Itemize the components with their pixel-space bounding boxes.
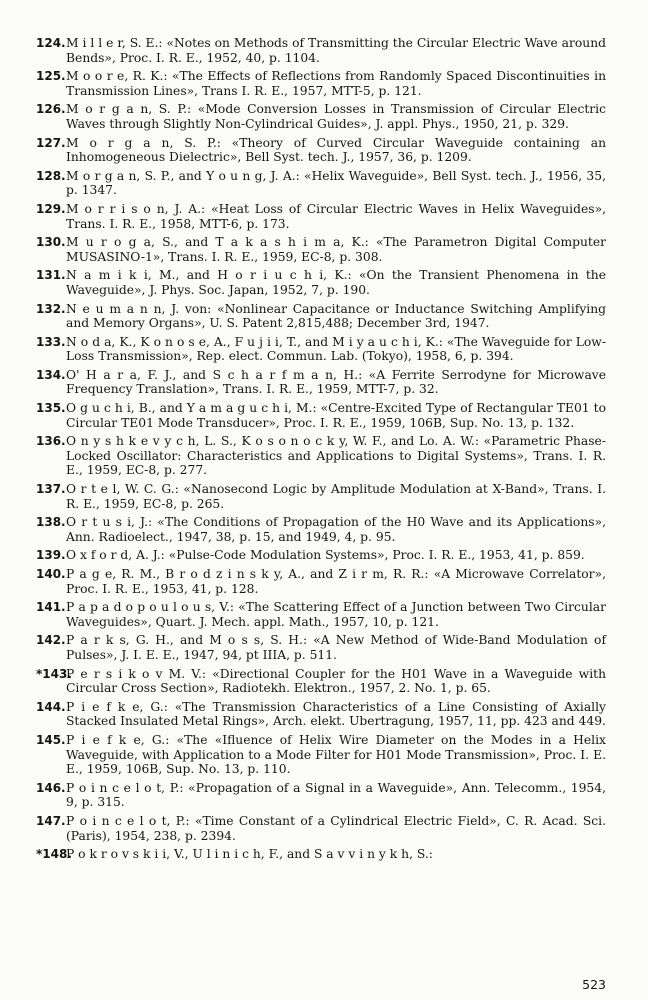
reference-text: M o r g a n, S. P.: «Theory of Curved Circular Waveguide containing an Inhomogeneous Dielectric», Bell Syst. tech. J., 1957, 36, p. 1209. — [66, 135, 606, 165]
reference-number: 144. — [36, 699, 66, 714]
reference-number: 132. — [36, 301, 66, 316]
reference-entry — [36, 633, 606, 662]
reference-number: 128. — [36, 168, 66, 183]
reference-entry — [36, 482, 606, 511]
reference-text: P a p a d o p o u l o u s, V.: «The Scattering Effect of a Junction between Two Circular Waveguides», Quart. J. Mech. appl. Math., 1957, 10, p. 121. — [66, 600, 606, 629]
reference-text: M i l l e r, S. E.: «Notes on Methods of Transmitting the Circular Electric Wave around Bends», Proc. I. R. E., 1952, 40, p. 1104. — [66, 36, 606, 65]
reference-number: 127. — [36, 135, 66, 150]
reference-number: 133. — [36, 334, 66, 349]
reference-entry — [36, 567, 606, 596]
reference-entry — [36, 733, 606, 777]
reference-number: 134. — [36, 367, 66, 382]
reference-list — [36, 36, 606, 866]
reference-text: P o i n c e l o t, P.: «Time Constant of a Cylindrical Electric Field», C. R. Acad. Sci. (Paris), 1954, 238, p. 2394. — [66, 813, 606, 843]
reference-entry — [36, 515, 606, 544]
reference-text: M o r g a n, S. P.: «Mode Conversion Losses in Transmission of Circular Electric Waves through Slightly Non-Cylindrical Guides», J. appl. Phys., 1950, 21, p. 329. — [66, 102, 606, 131]
reference-number: *148. — [36, 847, 72, 862]
reference-number: 145. — [36, 732, 66, 747]
reference-text: P a r k s, G. H., and M o s s, S. H.: «A New Method of Wide-Band Modulation of Pulses», J. I. E. E., 1947, 94, pt IIIA, p. 511. — [66, 633, 606, 662]
reference-number: 140. — [36, 567, 66, 581]
reference-entry — [36, 814, 606, 843]
reference-number: 135. — [36, 401, 66, 416]
reference-entry — [36, 136, 606, 165]
reference-entry — [36, 368, 606, 397]
page-number: 523 — [582, 977, 606, 992]
reference-text: M o r r i s o n, J. A.: «Heat Loss of Circular Electric Waves in Helix Waveguides», Trans. I. R. E., 1958, MTT-6, p. 173. — [66, 201, 606, 231]
reference-text: P o k r o v s k i i, V., U l i n i c h, F., and S a v v i n y k h, S.: — [66, 847, 433, 862]
reference-text: O r t u s i, J.: «The Conditions of Propagation of the H0 Wave and its Applications», Ann. Radioelect., 1947, 38, p. 15, and 1949, 4, p. 95. — [66, 515, 606, 544]
reference-text: O r t e l, W. C. G.: «Nanosecond Logic by Amplitude Modulation at X-Band», Trans. I. R. E., 1959, EC-8, p. 265. — [66, 482, 606, 511]
reference-entry — [36, 548, 606, 563]
reference-entry — [36, 169, 606, 198]
reference-number: 141. — [36, 600, 66, 615]
reference-text: P i e f k e, G.: «The «Ifluence of Helix Wire Diameter on the Modes in a Helix Waveguide, with Application to a Mode Filter for H01 Mode Transmission», Proc. I. E. E., 1959, 106B, Sup. No. 13, p. 110. — [66, 732, 606, 777]
reference-number: 142. — [36, 633, 66, 648]
reference-entry — [36, 434, 606, 478]
reference-entry — [36, 302, 606, 331]
reference-entry — [36, 102, 606, 131]
reference-entry — [36, 401, 606, 430]
reference-text: O x f o r d, A. J.: «Pulse-Code Modulation Systems», Proc. I. R. E., 1953, 41, p. 859. — [66, 548, 585, 563]
reference-number: 136. — [36, 434, 66, 449]
reference-entry — [36, 69, 606, 98]
reference-number: *143. — [36, 666, 72, 681]
reference-text: P i e f k e, G.: «The Transmission Characteristics of a Line Consisting of Axially Stacked Insulated Metal Rings», Arch. elekt. Ubertragung, 1957, 11, pp. 423 and 449. — [66, 699, 606, 729]
reference-entry — [36, 235, 606, 264]
reference-text: P a g e, R. M., B r o d z i n s k y, A., and Z i r m, R. R.: «A Microwave Correlator», Proc. I. R. E., 1953, 41, p. 128. — [66, 567, 606, 596]
reference-number: 146. — [36, 780, 66, 795]
reference-entry — [36, 36, 606, 65]
reference-number: 147. — [36, 813, 66, 828]
reference-text: N e u m a n n, J. von: «Nonlinear Capacitance or Inductance Switching Amplifying and Memory Organs», U. S. Patent 2,815,488; December 3rd, 1947. — [66, 301, 606, 331]
reference-number: 126. — [36, 102, 66, 117]
reference-entry — [36, 700, 606, 729]
reference-text: M u r o g a, S., and T a k a s h i m a, K.: «The Parametron Digital Computer MUSASINO-1», Trans. I. R. E., 1959, EC-8, p. 308. — [66, 235, 606, 264]
reference-number: 125. — [36, 69, 66, 84]
reference-number: 138. — [36, 515, 66, 530]
reference-entry — [36, 268, 606, 297]
reference-text: P e r s i k o v M. V.: «Directional Coupler for the H01 Wave in a Waveguide with Circular Cross Section», Radiotekh. Elektron., 1957, 2. No. 1, p. 65. — [66, 666, 606, 696]
reference-text: M o r g a n, S. P., and Y o u n g, J. A.: «Helix Waveguide», Bell Syst. tech. J., 1956, 35, p. 1347. — [66, 168, 606, 198]
reference-entry — [36, 202, 606, 231]
reference-text: P o i n c e l o t, P.: «Propagation of a Signal in a Waveguide», Ann. Telecomm., 1954, 9, p. 315. — [66, 780, 606, 810]
reference-number: 131. — [36, 268, 66, 283]
reference-text: O g u c h i, B., and Y a m a g u c h i, M.: «Centre-Excited Type of Rectangular TE01 to Circular TE01 Mode Transducer», Proc. I. R. E., 1959, 106B, Sup. No. 13, p. 132. — [66, 401, 606, 430]
reference-entry — [36, 781, 606, 810]
reference-text: M o o r e, R. K.: «The Effects of Reflections from Randomly Spaced Discontinuities in Transmission Lines», Trans I. R. E., 1957, MTT-5, p. 121. — [66, 69, 606, 98]
reference-text: O' H a r a, F. J., and S c h a r f m a n, H.: «A Ferrite Serrodyne for Microwave Frequency Translation», Trans. I. R. E., 1959, MTT-7, p. 32. — [66, 367, 606, 397]
reference-number: 129. — [36, 201, 66, 216]
reference-entry — [36, 600, 606, 629]
reference-number: 137. — [36, 482, 66, 497]
reference-number: 124. — [36, 36, 66, 50]
reference-text: O n y s h k e v y c h, L. S., K o s o n o c k y, W. F., and Lo. A. W.: «Parametric Phase-Locked Oscillator: Characteristics and Applications to Digital Systems», Trans. I. R. E., 1959, EC-8, p. 277. — [66, 434, 606, 478]
reference-number: 139. — [36, 548, 66, 563]
reference-text: N a m i k i, M., and H o r i u c h i, K.: «On the Transient Phenomena in the Waveguide», J. Phys. Soc. Japan, 1952, 7, p. 190. — [66, 268, 606, 297]
reference-entry — [36, 335, 606, 364]
reference-text: N o d a, K., K o n o s e, A., F u j i i, T., and M i y a u c h i, K.: «The Waveguide for Low-Loss Transmission», Rep. elect. Commun. Lab. (Tokyo), 1958, 6, p. 394. — [66, 334, 606, 364]
reference-entry — [36, 667, 606, 696]
reference-number: 130. — [36, 235, 66, 250]
reference-entry — [36, 847, 606, 862]
